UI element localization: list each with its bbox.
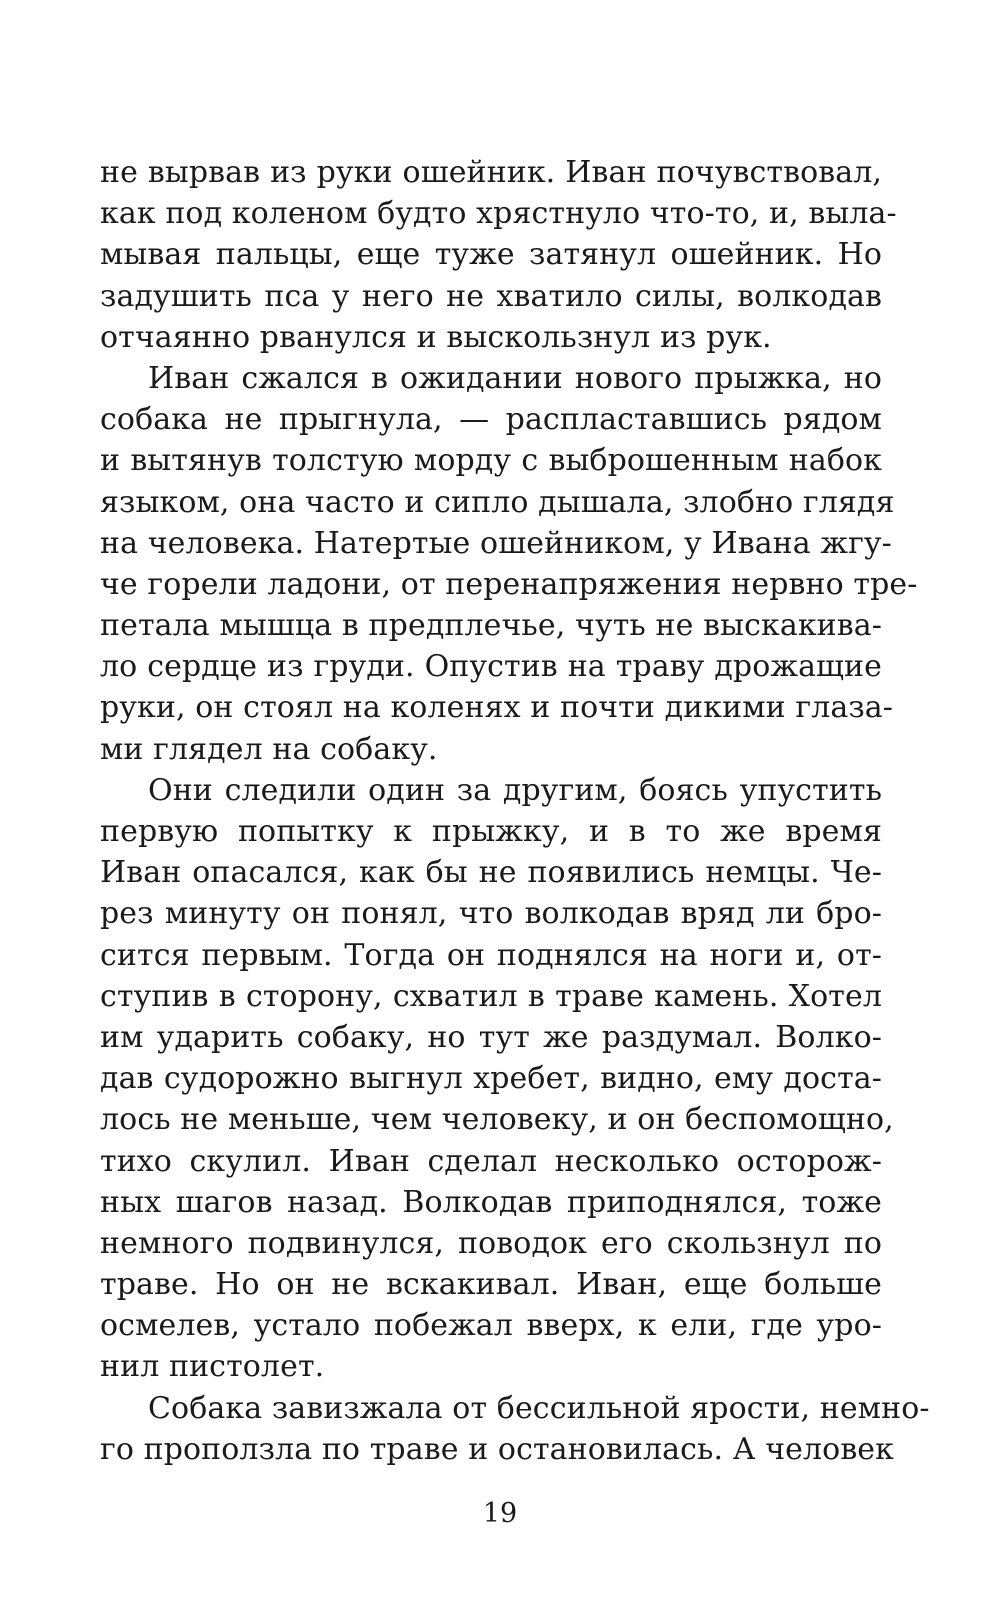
text-line: Иван сжался в ожидании нового прыжка, но [148, 360, 882, 396]
text-line: тихо скулил. Иван сделал несколько осторож- [100, 1143, 882, 1179]
text-line: Они следили один за другим, боясь упустить [148, 772, 882, 808]
text-line: осмелев, устало побежал вверх, к ели, где уро- [100, 1308, 882, 1344]
text-line: го проползла по траве и остановилась. А человек [100, 1431, 895, 1467]
text-line: рез минуту он понял, что волкодав вряд ли бро- [100, 896, 882, 932]
text-line: лось не меньше, чем человеку, и он беспомощно, [100, 1102, 894, 1138]
text-line: не вырвав из руки ошейник. Иван почувствовал, [100, 155, 882, 190]
text-line: первую попытку к прыжку, и в то же время [100, 814, 882, 849]
text-line: собака не прыгнула, — распластавшись рядом [100, 402, 882, 438]
text-line: траве. Но он не вскакивал. Иван, еще больше [100, 1267, 882, 1303]
text-line: нил пистолет. [100, 1349, 325, 1385]
text-line: Собака завизжала от бессильной ярости, немно- [148, 1390, 930, 1426]
text-line: ных шагов назад. Волкодав приподнялся, тоже [100, 1184, 882, 1220]
text-line: ло сердце из груди. Опустив на траву дрожащие [100, 649, 882, 685]
text-line: сится первым. Тогда он поднялся на ноги и, от- [100, 937, 882, 973]
text-line: и вытянув толстую морду с выброшенным набок [100, 443, 882, 479]
paragraph-3 [100, 770, 894, 1388]
text-line: че горели ладони, от перенапряжения нервно тре- [100, 566, 918, 602]
text-line: языком, она часто и сипло дышала, злобно глядя [100, 484, 895, 520]
page-number: 19 [482, 1498, 518, 1529]
text-line: ступив в сторону, схватил в траве камень. Хотел [100, 978, 882, 1014]
text-line: им ударить собаку, но тут же раздумал. Волко- [100, 1019, 882, 1055]
text-line: руки, он стоял на коленях и почти дикими глаза- [100, 690, 894, 726]
text-line: отчаянно рванулся и выскользнул из рук. [100, 319, 772, 355]
paragraph-4 [100, 1388, 930, 1470]
text-line: мывая пальцы, еще туже затянул ошейник. Но [100, 237, 882, 273]
text-line: на человека. Натертые ошейником, у Ивана жгу- [100, 525, 892, 561]
text-line: Иван опасался, как бы не появились немцы. Че- [100, 855, 882, 891]
paragraph-2 [100, 358, 918, 770]
paragraph-1 [100, 152, 897, 358]
text-line: как под коленом будто хрястнуло что-то, и, выла- [100, 196, 897, 232]
text-line: дав судорожно выгнул хребет, видно, ему доста- [100, 1061, 882, 1097]
text-line: петала мышца в предплечье, чуть не выскакива- [100, 608, 882, 644]
text-line: немного подвинулся, поводок его скользнул по [100, 1225, 882, 1261]
text-line: задушить пса у него не хватило силы, волкодав [100, 278, 882, 314]
page-body-text [100, 152, 930, 1470]
text-line: ми глядел на собаку. [100, 731, 438, 767]
